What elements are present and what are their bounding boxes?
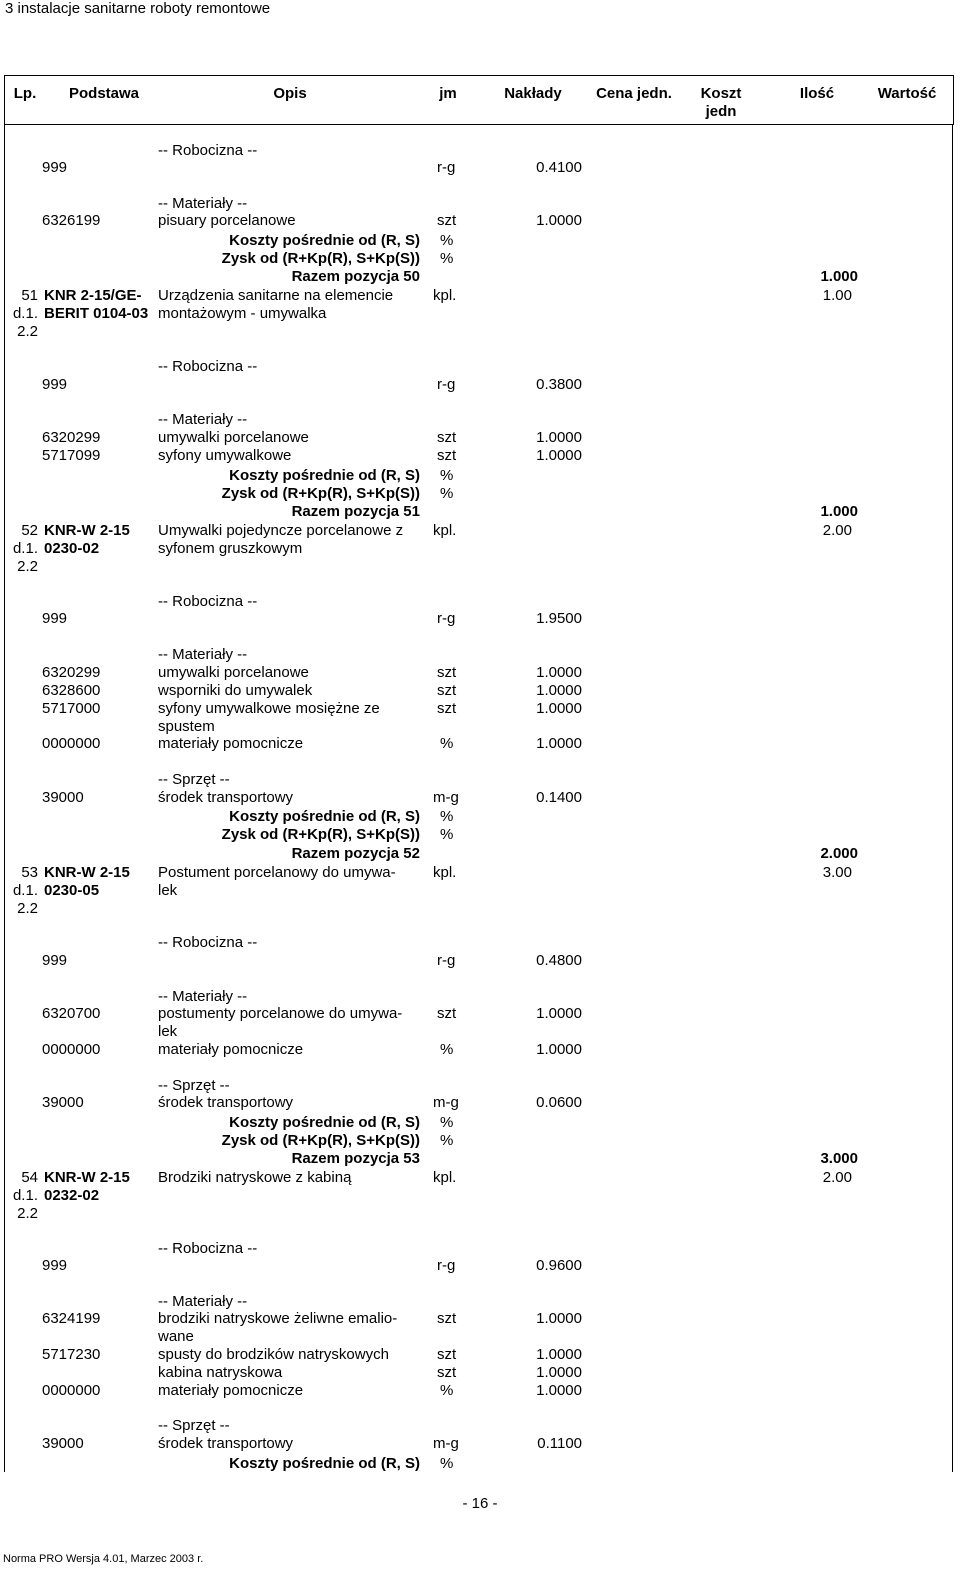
table-cell: syfonem gruszkowym (158, 540, 303, 557)
table-cell: -- Sprzęt -- (158, 771, 230, 788)
table-cell: 1.0000 (536, 1382, 582, 1399)
table-cell: 1.0000 (536, 1364, 582, 1381)
table-cell: % (440, 826, 454, 843)
table-cell: Razem pozycja 50 (291, 268, 420, 285)
table-cell: 54 (21, 1169, 38, 1186)
table-cell: -- Robocizna -- (158, 934, 258, 951)
table-cell: szt (437, 212, 457, 229)
table-cell: % (440, 808, 454, 825)
table-cell: montażowym - umywalka (158, 305, 327, 322)
table-cell: szt (437, 447, 457, 464)
table-cell: spustem (158, 718, 215, 735)
table-cell: szt (437, 1364, 457, 1381)
table-cell: 999 (42, 610, 68, 627)
header-podstawa: Podstawa (68, 85, 140, 102)
table-cell: Zysk od (R+Kp(R), S+Kp(S)) (221, 826, 420, 843)
table-cell: brodziki natryskowe żeliwne emalio- (158, 1310, 398, 1327)
header-koszt (691, 85, 751, 121)
table-cell: materiały pomocnicze (158, 1382, 304, 1399)
table-cell: 0.0600 (536, 1094, 582, 1111)
header-lp: Lp. (13, 85, 37, 102)
table-cell: -- Materiały -- (158, 411, 248, 428)
table-cell: umywalki porcelanowe (158, 664, 309, 681)
document-title: 3 instalacje sanitarne roboty remontowe (5, 0, 271, 17)
table-cell: 1.0000 (536, 735, 582, 752)
table-cell: szt (437, 429, 457, 446)
table-cell: 0232-02 (44, 1187, 100, 1204)
table-cell: 3.00 (822, 864, 852, 881)
table-cell: -- Sprzęt -- (158, 1417, 230, 1434)
table-cell: 0230-02 (44, 540, 100, 557)
table-cell: 1.0000 (536, 212, 582, 229)
table-cell: Postument porcelanowy do umywa- (158, 864, 396, 881)
table-cell: Zysk od (R+Kp(R), S+Kp(S)) (221, 485, 420, 502)
table-cell: lek (158, 1023, 178, 1040)
table-cell: % (440, 1041, 454, 1058)
table-border-right (952, 124, 953, 1472)
header-naklady: Nakłady (504, 85, 562, 102)
table-cell: 6326199 (42, 212, 101, 229)
table-cell: 0.4100 (536, 159, 582, 176)
table-cell: -- Materiały -- (158, 1293, 248, 1310)
table-cell: 6324199 (42, 1310, 101, 1327)
table-cell: 2.2 (17, 558, 38, 575)
table-cell: szt (437, 700, 457, 717)
table-cell: 1.0000 (536, 700, 582, 717)
table-cell: kpl. (433, 287, 457, 304)
table-cell: środek transportowy (158, 1435, 294, 1452)
table-cell: 1.0000 (536, 447, 582, 464)
table-cell: materiały pomocnicze (158, 735, 304, 752)
table-cell: 5717099 (42, 447, 101, 464)
table-cell: 1.0000 (536, 1310, 582, 1327)
table-cell: 5717000 (42, 700, 101, 717)
table-cell: % (440, 485, 454, 502)
table-cell: -- Materiały -- (158, 646, 248, 663)
table-cell: d.1. (12, 305, 38, 322)
table-cell: pisuary porcelanowe (158, 212, 296, 229)
table-cell: Zysk od (R+Kp(R), S+Kp(S)) (221, 1132, 420, 1149)
table-cell: materiały pomocnicze (158, 1041, 304, 1058)
table-cell: % (440, 1455, 454, 1472)
page-number: - 16 - (462, 1495, 498, 1512)
table-cell: Razem pozycja 52 (291, 845, 420, 862)
table-cell: KNR-W 2-15 (44, 1169, 130, 1186)
table-cell: syfony umywalkowe (158, 447, 292, 464)
table-cell: -- Sprzęt -- (158, 1077, 230, 1094)
table-cell: d.1. (12, 540, 38, 557)
table-cell: KNR-W 2-15 (44, 864, 130, 881)
table-cell: 0.1400 (536, 789, 582, 806)
table-cell: szt (437, 682, 457, 699)
table-cell: KNR-W 2-15 (44, 522, 130, 539)
table-cell: 0230-05 (44, 882, 100, 899)
table-cell: % (440, 1132, 454, 1149)
table-cell: 2.2 (17, 323, 38, 340)
table-cell: 0.3800 (536, 376, 582, 393)
table-cell: lek (158, 882, 178, 899)
table-cell: kpl. (433, 864, 457, 881)
table-cell: Koszty pośrednie od (R, S) (229, 232, 420, 249)
table-cell: % (440, 232, 454, 249)
header-koszt-line2: jedn (705, 103, 737, 120)
table-cell: środek transportowy (158, 789, 294, 806)
table-cell: r-g (437, 159, 456, 176)
footer-note: Norma PRO Wersja 4.01, Marzec 2003 r. (3, 1553, 204, 1565)
table-cell: 1.0000 (536, 664, 582, 681)
table-cell: Koszty pośrednie od (R, S) (229, 808, 420, 825)
table-cell: Urządzenia sanitarne na elemencie (158, 287, 394, 304)
table-cell: 999 (42, 952, 68, 969)
table-cell: 0.9600 (536, 1257, 582, 1274)
table-cell: Razem pozycja 53 (291, 1150, 420, 1167)
table-header (4, 75, 954, 125)
table-cell: 999 (42, 1257, 68, 1274)
table-cell: Razem pozycja 51 (291, 503, 420, 520)
table-cell: 1.0000 (536, 682, 582, 699)
table-cell: 6320299 (42, 429, 101, 446)
table-cell: szt (437, 1310, 457, 1327)
table-cell: % (440, 250, 454, 267)
table-cell: syfony umywalkowe mosiężne ze (158, 700, 380, 717)
header-cena: Cena jedn. (596, 85, 672, 102)
table-cell: 3.000 (820, 1150, 858, 1167)
table-cell: 1.9500 (536, 610, 582, 627)
table-cell: 52 (21, 522, 38, 539)
table-cell: 1.0000 (536, 1346, 582, 1363)
table-cell: -- Materiały -- (158, 988, 248, 1005)
table-cell: szt (437, 1005, 457, 1022)
table-cell: 39000 (42, 1094, 84, 1111)
table-cell: 2.2 (17, 1205, 38, 1222)
table-cell: % (440, 1114, 454, 1131)
table-cell: r-g (437, 1257, 456, 1274)
header-opis: Opis (273, 85, 307, 102)
header-jm: jm (439, 85, 457, 102)
table-cell: wsporniki do umywalek (158, 682, 313, 699)
table-cell: kabina natryskowa (158, 1364, 283, 1381)
table-cell: Zysk od (R+Kp(R), S+Kp(S)) (221, 250, 420, 267)
table-cell: środek transportowy (158, 1094, 294, 1111)
table-cell: 999 (42, 159, 68, 176)
header-koszt-line1: Koszt (700, 85, 742, 102)
table-cell: % (440, 735, 454, 752)
table-cell: 53 (21, 864, 38, 881)
table-cell: -- Materiały -- (158, 195, 248, 212)
table-cell: m-g (433, 789, 459, 806)
header-ilosc: Ilość (799, 85, 835, 102)
table-cell: Koszty pośrednie od (R, S) (229, 467, 420, 484)
table-cell: % (440, 467, 454, 484)
table-cell: 0.1100 (537, 1435, 582, 1452)
table-cell: 0000000 (42, 1041, 101, 1058)
table-cell: szt (437, 1346, 457, 1363)
table-cell: 1.00 (822, 287, 852, 304)
table-cell: 0000000 (42, 735, 101, 752)
table-cell: 0000000 (42, 1382, 101, 1399)
table-cell: 2.2 (17, 900, 38, 917)
table-cell: 39000 (42, 1435, 84, 1452)
table-cell: 6320299 (42, 664, 101, 681)
table-cell: BERIT 0104-03 (44, 305, 149, 322)
table-cell: 2.000 (820, 845, 858, 862)
table-cell: szt (437, 664, 457, 681)
table-cell: Brodziki natryskowe z kabiną (158, 1169, 352, 1186)
table-cell: KNR 2-15/GE- (44, 287, 142, 304)
table-cell: 1.0000 (536, 429, 582, 446)
table-cell: 999 (42, 376, 68, 393)
table-cell: kpl. (433, 1169, 457, 1186)
header-wartosc: Wartość (877, 85, 937, 102)
table-cell: wane (158, 1328, 194, 1345)
table-cell: 1.000 (820, 503, 858, 520)
table-cell: Koszty pośrednie od (R, S) (229, 1455, 420, 1472)
table-cell: 2.00 (822, 1169, 852, 1186)
table-cell: 1.0000 (536, 1041, 582, 1058)
table-cell: umywalki porcelanowe (158, 429, 309, 446)
table-cell: -- Robocizna -- (158, 593, 258, 610)
table-cell: m-g (433, 1435, 459, 1452)
table-cell: 1.0000 (536, 1005, 582, 1022)
table-cell: 2.00 (822, 522, 852, 539)
table-cell: postumenty porcelanowe do umywa- (158, 1005, 403, 1022)
table-cell: r-g (437, 610, 456, 627)
table-cell: 5717230 (42, 1346, 101, 1363)
table-cell: m-g (433, 1094, 459, 1111)
table-cell: 39000 (42, 789, 84, 806)
table-cell: r-g (437, 952, 456, 969)
table-cell: -- Robocizna -- (158, 142, 258, 159)
table-cell: r-g (437, 376, 456, 393)
table-cell: Koszty pośrednie od (R, S) (229, 1114, 420, 1131)
table-cell: -- Robocizna -- (158, 1240, 258, 1257)
table-cell: 1.000 (820, 268, 858, 285)
table-cell: 6328600 (42, 682, 101, 699)
table-cell: 6320700 (42, 1005, 101, 1022)
table-border-left (4, 124, 5, 1472)
table-cell: 51 (21, 287, 38, 304)
table-cell: % (440, 1382, 454, 1399)
table-cell: Umywalki pojedyncze porcelanowe z (158, 522, 404, 539)
table-cell: -- Robocizna -- (158, 358, 258, 375)
table-cell: d.1. (12, 882, 38, 899)
table-cell: spusty do brodzików natryskowych (158, 1346, 389, 1363)
table-cell: d.1. (12, 1187, 38, 1204)
table-cell: kpl. (433, 522, 457, 539)
table-cell: 0.4800 (536, 952, 582, 969)
